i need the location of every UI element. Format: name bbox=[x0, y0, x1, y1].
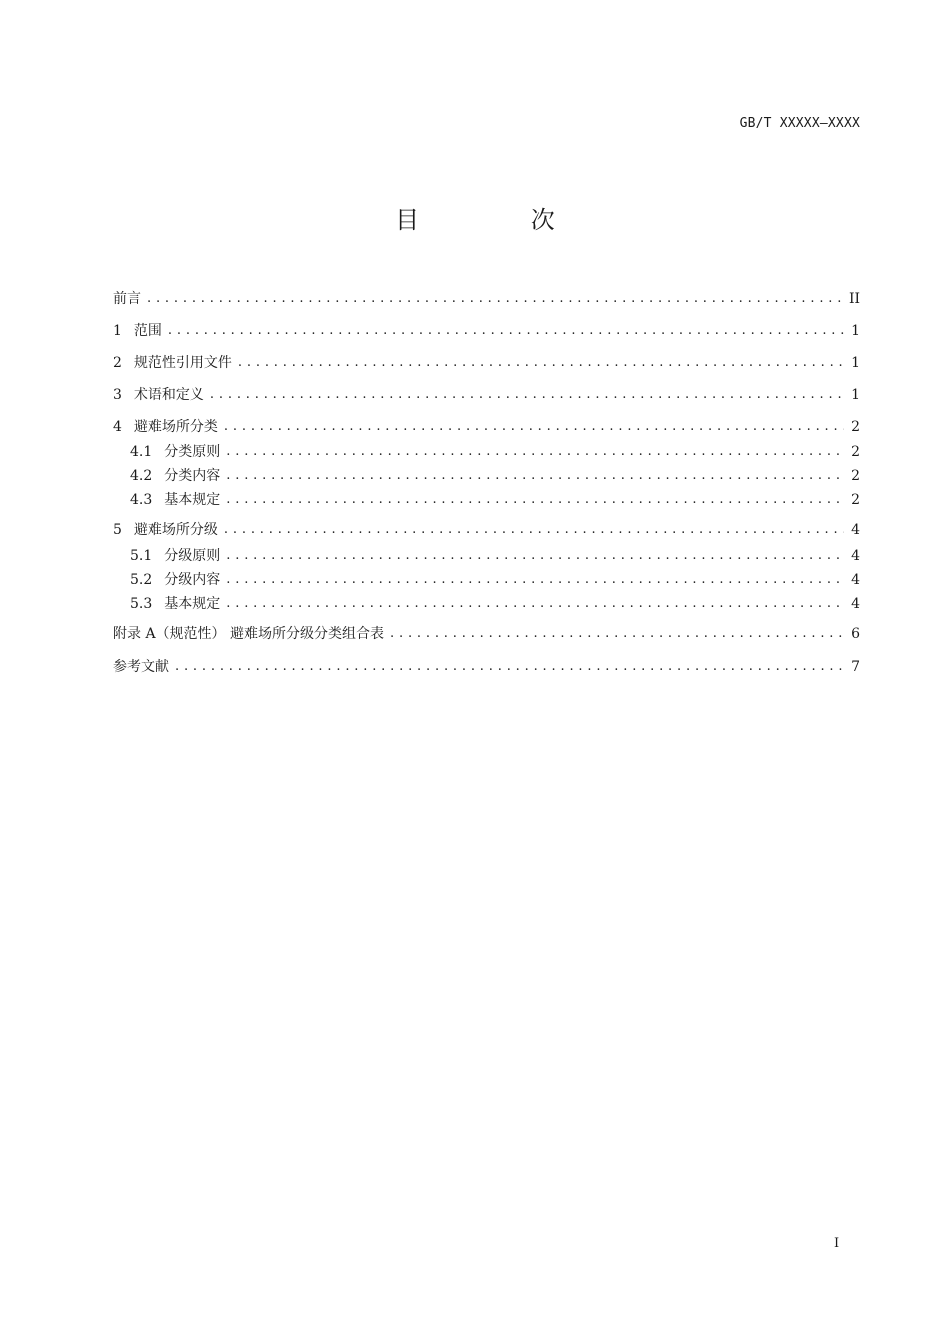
toc-entry-grading-rules[interactable] bbox=[113, 594, 860, 614]
toc-entry-label: 范围 bbox=[133, 323, 162, 339]
standard-code: GB/T XXXXX—XXXX bbox=[739, 116, 860, 131]
toc-entry-grading-content[interactable] bbox=[113, 570, 860, 590]
toc-entry-label: 基本规定 bbox=[164, 596, 221, 612]
toc-entry-terms-definitions[interactable] bbox=[113, 385, 860, 405]
toc-entry-classification[interactable] bbox=[113, 417, 860, 437]
toc-entry-number: 5.3 bbox=[130, 596, 153, 612]
toc-entry-page: 2 bbox=[851, 444, 860, 460]
toc-entry-page: 7 bbox=[851, 659, 860, 675]
toc-entry-appendix-a[interactable] bbox=[113, 624, 860, 644]
toc-entry-classification-principles[interactable] bbox=[113, 442, 860, 462]
toc-entry-bibliography[interactable] bbox=[113, 657, 860, 677]
toc-leader-dots bbox=[175, 657, 844, 677]
toc-entry-number: 2 bbox=[113, 355, 122, 371]
toc-leader-dots bbox=[168, 321, 844, 341]
toc-entry-number: 4 bbox=[113, 419, 122, 435]
toc-entry-number: 1 bbox=[113, 323, 122, 339]
toc-entry-page: 4 bbox=[851, 596, 860, 612]
toc-leader-dots bbox=[224, 417, 844, 437]
toc-entry-label: 分类内容 bbox=[164, 468, 221, 484]
toc-entry-number: 4.2 bbox=[130, 468, 153, 484]
toc-entry-scope[interactable] bbox=[113, 321, 860, 341]
toc-entry-page: 4 bbox=[851, 548, 860, 564]
toc-entry-page: II bbox=[848, 291, 860, 307]
toc-entry-label: 参考文献 bbox=[113, 659, 169, 675]
toc-entry-normative-references[interactable] bbox=[113, 353, 860, 373]
toc-entry-page: 1 bbox=[851, 355, 860, 371]
toc-entry-number: 5.2 bbox=[130, 572, 153, 588]
toc-entry-page: 2 bbox=[851, 468, 860, 484]
page-number: I bbox=[834, 1236, 840, 1251]
toc-leader-dots bbox=[224, 520, 844, 540]
toc-entry-page: 2 bbox=[851, 419, 860, 435]
toc-leader-dots bbox=[226, 442, 844, 462]
toc-entry-number: 3 bbox=[113, 387, 122, 403]
toc-leader-dots bbox=[390, 624, 844, 644]
toc-entry-number: 5.1 bbox=[130, 548, 153, 564]
toc-entry-label: 避难场所分类 bbox=[133, 419, 218, 435]
toc-entry-label: 分级原则 bbox=[164, 548, 221, 564]
toc-entry-label: 分级内容 bbox=[164, 572, 221, 588]
toc-entry-label: 避难场所分级 bbox=[133, 522, 218, 538]
page-title: 目 次 bbox=[395, 206, 607, 234]
toc-entry-label: 基本规定 bbox=[164, 492, 221, 508]
toc-entry-page: 6 bbox=[851, 626, 860, 642]
toc-entry-grading[interactable] bbox=[113, 520, 860, 540]
toc-entry-label: 前言 bbox=[113, 291, 141, 307]
toc-leader-dots bbox=[226, 466, 844, 486]
toc-entry-label: 规范性引用文件 bbox=[133, 355, 232, 371]
toc-leader-dots bbox=[226, 594, 844, 614]
toc-entry-page: 4 bbox=[851, 522, 860, 538]
toc-entry-classification-rules[interactable] bbox=[113, 490, 860, 510]
toc-entry-number: 4.1 bbox=[130, 444, 153, 460]
toc-leader-dots bbox=[226, 546, 844, 566]
toc-entry-number: 5 bbox=[113, 522, 122, 538]
toc-entry-classification-content[interactable] bbox=[113, 466, 860, 486]
toc-entry-label: 术语和定义 bbox=[133, 387, 204, 403]
toc-entry-label: 分类原则 bbox=[164, 444, 221, 460]
toc-leader-dots bbox=[226, 570, 844, 590]
toc-entry-page: 1 bbox=[851, 323, 860, 339]
toc-entry-page: 4 bbox=[851, 572, 860, 588]
toc-entry-page: 1 bbox=[851, 387, 860, 403]
toc-leader-dots bbox=[210, 385, 844, 405]
toc-entry-page: 2 bbox=[851, 492, 860, 508]
toc-entry-grading-principles[interactable] bbox=[113, 546, 860, 566]
toc-leader-dots bbox=[147, 289, 843, 309]
toc-entry-preface[interactable] bbox=[113, 289, 860, 309]
toc-entry-label: 附录 A（规范性） 避难场所分级分类组合表 bbox=[113, 626, 385, 642]
toc-entry-number: 4.3 bbox=[130, 492, 153, 508]
toc-leader-dots bbox=[238, 353, 844, 373]
toc-leader-dots bbox=[226, 490, 844, 510]
